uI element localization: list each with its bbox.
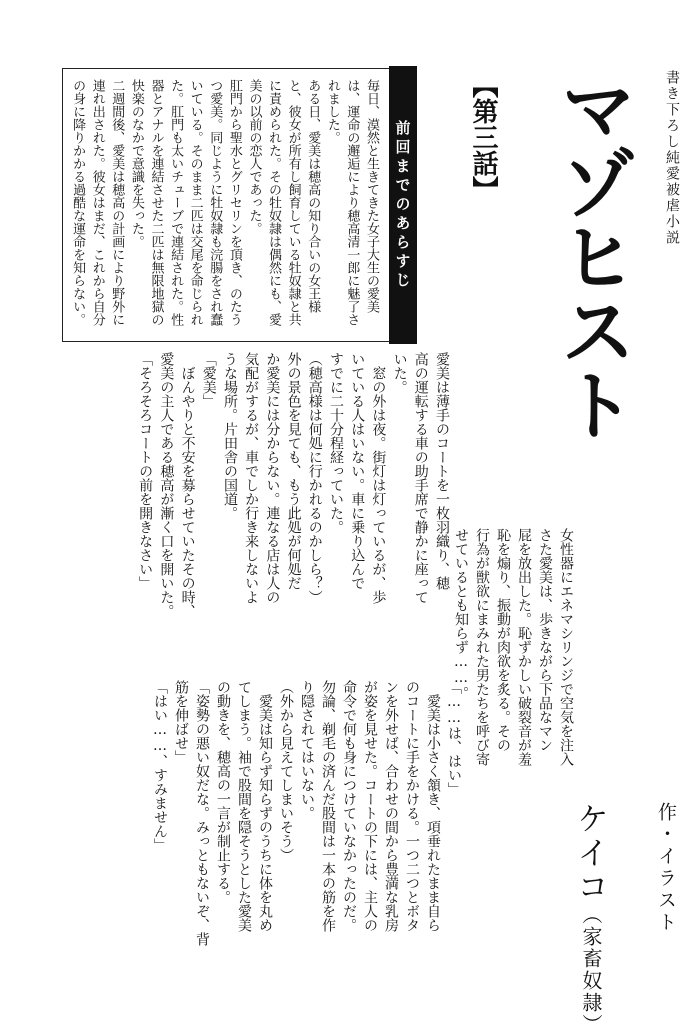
body-line: 「そろそろコートの前を開きなさい」 (137, 352, 154, 590)
lead-line: 行為が獣欲にまみれた男たちを呼び寄せているとも知らず……。 (453, 528, 490, 766)
body-line: てしまう。袖で股間を隠そうとした愛美 (236, 680, 252, 932)
recap-body (68, 79, 382, 331)
body-line: 愛美の主人である穂高が漸く口を開いた。 (158, 352, 175, 618)
body-line: （外から見えてしまいそう） (278, 680, 294, 862)
body-line: 勿論、剃毛の済んだ股間は一本の筋を作 (320, 680, 336, 932)
body-line: いている人はいない。車に乗り込んで (349, 352, 366, 590)
body-line: 窓の外は夜。街灯は灯っているが、歩 (370, 352, 387, 604)
recap-paragraph: 二週間後、愛美は穂高の計画により野外に連れ出された。彼女はまだ、これから自分の身に降りかかる過酷な運命を知らない。 (70, 79, 125, 326)
author-name (568, 802, 614, 1036)
body-line: （穂高様は何処に行かれるのかしら？） (306, 352, 323, 604)
body-line: か愛美には分からない。連なる店は人の (264, 352, 281, 604)
credit-label: 作・イラスト (655, 802, 677, 934)
body-line: いた。 (391, 352, 408, 394)
body-line: 愛美は知らず知らずのうちに体を丸め (257, 680, 273, 932)
subtitle: 書き下ろし純愛被虐小説 (664, 70, 680, 246)
body-line: 気配がするが、車でしか行き来しないよ (243, 352, 260, 604)
lead-line: 屁を放出した。恥ずかしい破裂音が羞恥を煽り、振動が肉欲を炙る。その (495, 528, 532, 766)
body-line: が姿を見せた。コートの下には、主人の (362, 680, 378, 932)
body-line: 「はい……、すみません」 (152, 680, 168, 852)
recap-heading: 前回までのあらすじ (389, 66, 417, 344)
body-line: ンを外せば、合わせの間から豊満な乳房 (383, 680, 399, 932)
body-text-upper (134, 352, 452, 652)
body-line: うな場所。片田舎の国道。 (221, 352, 238, 520)
body-line: の動きを、穂高の一言が制止する。 (215, 680, 231, 904)
body-line: 愛美は小さく頷き、項垂れたまま自ら (425, 680, 441, 932)
body-line: り隠されてはいない。 (299, 680, 315, 820)
lead-line: 女性器にエネマシリンジで空気を注入さた愛美は、歩きながら下品なマン (537, 528, 574, 766)
body-line: 「姿勢の悪い奴だな。みっともないぞ、背 (194, 680, 210, 946)
recap-box (62, 68, 416, 342)
body-line: すでに二十分程経っていた。 (327, 352, 344, 534)
story-title: マゾヒスト (548, 70, 637, 440)
chapter-heading: 【第三話】 (468, 72, 498, 202)
author-penname: ケイコ (572, 802, 610, 904)
body-line: 筋を伸ばせ」 (173, 680, 189, 764)
body-line: 「……は、はい」 (446, 680, 462, 796)
body-line: 愛美は薄手のコートを一枚羽織り、穂 (434, 352, 450, 590)
recap-paragraph: ある日、愛美は穂高の知り合いの女王様と、彼女が所有し飼育している牡奴隷と共に責められた。その牡奴隷は偶然にも、愛美の以前の恋人であった。 (246, 79, 321, 326)
recap-paragraph: 毎日、漠然と生きてきた女子大生の愛美は、運命の邂逅により穂高清一郎に魅了されました。 (324, 79, 379, 326)
author-tag: （家畜奴隷） (579, 904, 603, 1036)
body-line: のコートに手をかける。一つ二つとボタ (404, 680, 420, 932)
body-text-lower (149, 680, 464, 960)
recap-paragraph: 肛門から聖水とグリセリンを頂き、のたうつ愛美。同じように牡奴隷も浣腸をされ蠢いている。そのまま二匹は交尾を命じられた。肛門も太いチューブで連結された。性器とアナルを連結させた二匹は無限地獄の快楽のなかで意識を失った。 (128, 79, 242, 326)
body-line: 高の運転する車の助手席で静かに座って (412, 352, 429, 604)
body-line: ぼんやりと不安を募らせていたその時、 (179, 352, 196, 618)
body-line: 「愛美」 (200, 352, 217, 408)
body-line: 外の景色を見ても、もう此処が何処だ (285, 352, 302, 590)
lead-paragraph (450, 528, 576, 768)
body-line: 命令で何も身につけていなかったのだ。 (341, 680, 357, 932)
